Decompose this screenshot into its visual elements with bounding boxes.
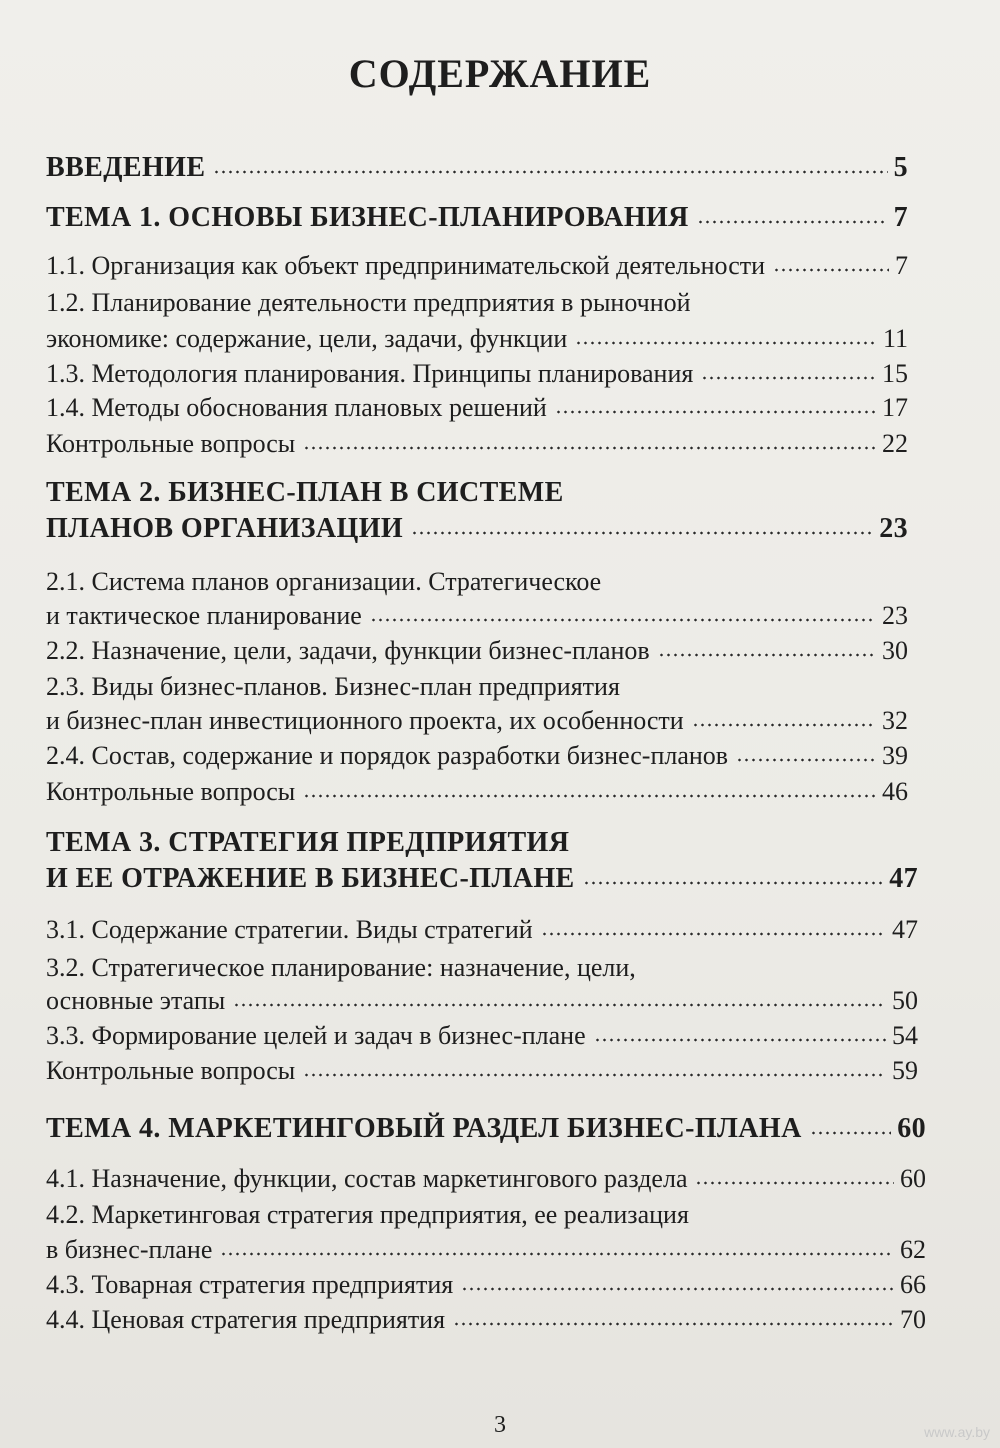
toc-entry-3-2-line1: 3.2. Стратегическое планирование: назначение, цели,: [46, 953, 636, 982]
page-number: 3: [494, 1412, 506, 1438]
toc-entry-page: 7: [893, 202, 908, 233]
toc-entry-topic-4: [46, 1113, 926, 1145]
dot-leader: [303, 446, 876, 450]
dot-leader: [370, 618, 876, 622]
toc-entry-2-4: [46, 740, 908, 772]
toc-entry-title: Контрольные вопросы: [46, 777, 296, 806]
toc-entry-title: И ЕЕ ОТРАЖЕНИЕ В БИЗНЕС-ПЛАНЕ: [46, 863, 575, 894]
toc-entry-page: 11: [882, 324, 908, 353]
toc-entry-title: 1.1. Организация как объект предпринимательской деятельности: [46, 251, 766, 280]
toc-entry-topic-2-line1: ТЕМА 2. БИЗНЕС-ПЛАН В СИСТЕМЕ: [46, 477, 564, 508]
toc-entry-title: 4.4. Ценовая стратегия предприятия: [46, 1305, 446, 1334]
toc-entry-page: 17: [882, 393, 908, 422]
toc-entry-1-2: [46, 323, 908, 355]
toc-entry-1-2-line1: 1.2. Планирование деятельности предприятия в рыночной: [46, 288, 691, 317]
toc-entry-4-4: [46, 1304, 926, 1336]
toc-entry-page: 47: [892, 915, 918, 944]
toc-entry-title: Контрольные вопросы: [46, 429, 296, 458]
toc-entry-page: 50: [892, 986, 918, 1015]
dot-leader: [701, 376, 876, 380]
toc-entry-page: 60: [897, 1113, 926, 1144]
toc-entry-title: 3.3. Формирование целей и задач в бизнес-плане: [46, 1021, 586, 1050]
toc-entry-questions-3: [46, 1055, 918, 1087]
dot-leader: [773, 268, 889, 272]
toc-entry-title: 1.4. Методы обоснования плановых решений: [46, 393, 547, 422]
toc-entry-4-2-line1: 4.2. Маркетинговая стратегия предприятия, ее реализация: [46, 1200, 689, 1229]
toc-entry-page: 23: [879, 513, 908, 544]
toc-entry-page: 47: [889, 863, 918, 894]
toc-entry-title: ТЕМА 1. ОСНОВЫ БИЗНЕС-ПЛАНИРОВАНИЯ: [46, 202, 689, 233]
dot-leader: [810, 1131, 891, 1135]
dot-leader: [695, 1181, 894, 1185]
toc-entry-page: 30: [882, 636, 908, 665]
toc-entry-page: 70: [900, 1305, 926, 1334]
toc-entry-title: Контрольные вопросы: [46, 1056, 296, 1085]
toc-entry-4-3: [46, 1269, 926, 1301]
toc-entry-title: экономике: содержание, цели, задачи, функции: [46, 324, 568, 353]
dot-leader: [303, 794, 876, 798]
toc-entry-page: 54: [892, 1021, 918, 1050]
dot-leader: [303, 1073, 886, 1077]
toc-entry-4-2: [46, 1234, 926, 1266]
toc-entry-page: 62: [900, 1235, 926, 1264]
dot-leader: [658, 653, 876, 657]
toc-entry-page: 22: [882, 429, 908, 458]
toc-entry-page: 46: [882, 777, 908, 806]
toc-entry-3-3: [46, 1020, 918, 1052]
toc-entry-page: 23: [882, 601, 908, 630]
dot-leader: [575, 341, 877, 345]
page-title: СОДЕРЖАНИЕ: [348, 51, 652, 96]
toc-entry-questions-1: [46, 428, 908, 460]
dot-leader: [453, 1322, 894, 1326]
toc-entry-title: основные этапы: [46, 986, 226, 1015]
toc-entry-4-1: [46, 1163, 926, 1195]
toc-entry-2-1-line1: 2.1. Система планов организации. Стратегическое: [46, 567, 602, 596]
toc-entry-page: 15: [882, 359, 908, 388]
dot-leader: [692, 723, 876, 727]
dot-leader: [233, 1003, 886, 1007]
toc-entry-title: и бизнес-план инвестиционного проекта, их особенности: [46, 706, 684, 735]
toc-entry-title: 2.4. Состав, содержание и порядок разработки бизнес-планов: [46, 741, 729, 770]
toc-entry-1-4: [46, 392, 908, 424]
toc-entry-page: 32: [882, 706, 908, 735]
toc-entry-2-2: [46, 635, 908, 667]
toc-entry-1-3: [46, 358, 908, 390]
dot-leader: [411, 531, 873, 535]
watermark: www.ay.by: [924, 1424, 990, 1440]
toc-entry-title: 1.3. Методология планирования. Принципы планирования: [46, 359, 694, 388]
toc-entry-2-3-line1: 2.3. Виды бизнес-планов. Бизнес-план предприятия: [46, 672, 620, 701]
toc-entry-page: 66: [900, 1270, 926, 1299]
toc-entry-topic-3-line1: ТЕМА 3. СТРАТЕГИЯ ПРЕДПРИЯТИЯ: [46, 827, 570, 858]
toc-entry-page: 7: [895, 251, 908, 280]
toc-entry-page: 5: [893, 152, 908, 183]
toc-entry-3-2: [46, 985, 918, 1017]
toc-entry-page: 59: [892, 1056, 918, 1085]
dot-leader: [461, 1287, 894, 1291]
toc-entry-topic-1: [46, 202, 908, 234]
toc-entry-questions-2: [46, 776, 908, 808]
toc-entry-page: 60: [900, 1164, 926, 1193]
dot-leader: [583, 881, 884, 885]
toc-entry-2-3: [46, 705, 908, 737]
toc-entry-page: 39: [882, 741, 908, 770]
dot-leader: [594, 1038, 886, 1042]
dot-leader: [213, 170, 887, 174]
toc-entry-3-1: [46, 914, 918, 946]
toc-entry-title: и тактическое планирование: [46, 601, 362, 630]
toc-entry-1-1: [46, 250, 908, 282]
toc-entry-topic-3: [46, 863, 918, 895]
toc-entry-title: 3.1. Содержание стратегии. Виды стратегий: [46, 915, 533, 944]
toc-entry-title: 4.3. Товарная стратегия предприятия: [46, 1270, 454, 1299]
toc-entry-title: 2.2. Назначение, цели, задачи, функции бизнес-планов: [46, 636, 650, 665]
toc-entry-topic-2: [46, 513, 908, 545]
toc-entry-introduction: [46, 152, 908, 184]
toc-entry-2-1: [46, 600, 908, 632]
toc-entry-title: ВВЕДЕНИЕ: [46, 152, 206, 183]
dot-leader: [555, 410, 876, 414]
toc-entry-title: в бизнес-плане: [46, 1235, 213, 1264]
dot-leader: [541, 932, 886, 936]
dot-leader: [697, 220, 888, 224]
toc-entry-title: ТЕМА 4. МАРКЕТИНГОВЫЙ РАЗДЕЛ БИЗНЕС-ПЛАНА: [46, 1113, 802, 1144]
toc-entry-title: ПЛАНОВ ОРГАНИЗАЦИИ: [46, 513, 404, 544]
toc-entry-title: 4.1. Назначение, функции, состав маркетингового раздела: [46, 1164, 688, 1193]
dot-leader: [736, 758, 876, 762]
dot-leader: [220, 1252, 894, 1256]
